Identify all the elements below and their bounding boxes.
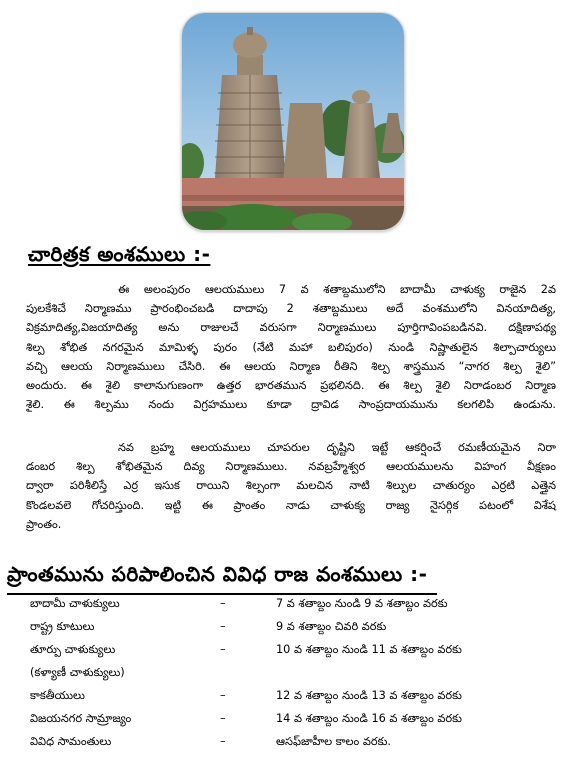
section-heading-dynasties: ప్రాంతమును పరిపాలించిన వివిధ రాజ వంశములు :- (7, 562, 437, 595)
text-line: ప్రాంతం. (26, 517, 62, 531)
dash-separator (220, 666, 276, 689)
table-row (26, 666, 546, 689)
dynasty-period: 10 వ శతాబ్దం నుండి 11 వ శతాబ్దం వరకు (276, 643, 462, 656)
history-paragraph-1 (26, 280, 556, 414)
history-paragraph-2 (26, 438, 556, 534)
dynasty-period: ఆసఫ్‌జాహీల కాలం వరకు. (276, 735, 391, 748)
dynasty-period: 14 వ శతాబ్దం నుండి 16 వ శతాబ్దం వరకు (276, 712, 462, 725)
temple-photo (181, 12, 405, 231)
text-line: పులకేశిచే నిర్మాణము ప్రారంభించబడి దాదాపు 2 శతాబ్దములు అదే వంశములోని వినయాదిత్య, (26, 302, 556, 316)
dash-separator: – (220, 689, 226, 702)
dynasty-period (276, 666, 546, 689)
dynasty-name: తూర్పు చాళుక్యులు (30, 643, 116, 656)
dash-separator: – (220, 735, 226, 748)
dynasty-name: కాకతీయులు (30, 689, 85, 702)
text-line: ఈ అలంపురం ఆలయములు 7 వ శతాబ్దములోని బాదామీ చాళుక్య రాజైన 2వ (118, 283, 556, 296)
dynasty-period: 7 వ శతాబ్దం నుండి 9 వ శతాబ్దం వరకు (276, 597, 448, 610)
text-line: శిల్ప శోభిత నగరమైన మామిళ్ళ పురం (నేటి మహా బలిపురం) నుండి నిష్ణాతులైన శిల్పాచార్యులు (26, 340, 556, 354)
table-row (26, 620, 546, 643)
temple-icon (182, 13, 404, 230)
dynasty-table (26, 597, 546, 758)
text-line: శైలి. ఈ శిల్పము నందు విగ్రహములు కూడా ద్రావిడ సాంప్రదాయమును కలగలిపి ఉండును. (26, 398, 556, 412)
section-heading-history: చారిత్రక అంశములు :- (28, 242, 211, 266)
dynasty-period: 12 వ శతాబ్దం నుండి 13 వ శతాబ్దం వరకు (276, 689, 462, 702)
dash-separator: – (220, 643, 226, 656)
dynasty-name: బాదామీ చాళుక్యులు (30, 597, 120, 610)
table-row (26, 643, 546, 666)
dynasty-period: 9 వ శతాబ్దం చివరి వరకు (276, 620, 387, 633)
dynasty-name: (కళ్యాణీ చాళుక్యులు) (30, 666, 125, 679)
dash-separator: – (220, 712, 226, 725)
text-line: విక్రమాదిత్య,విజయాదిత్య అను రాజులచే వరుసగా నిర్మాణములు పూర్తిగావింపబడినవి. దక్షిణాపథ్య (26, 321, 556, 335)
text-line: డంబర శిల్ప శోభితమైన దివ్య నిర్మాణములు. నవబ్రహ్మేశ్వర ఆలయములను విహంగ వీక్షణం (26, 460, 556, 474)
dynasty-name: విజయనగర సామ్రాజ్యం (30, 712, 132, 725)
table-row (26, 597, 546, 620)
dynasty-name: రాష్ట్ర కూటులు (30, 620, 95, 633)
text-line: వచ్చి ఆలయ నిర్మాణములు చేసిరి. ఈ ఆలయ నిర్మాణ రీతిని శిల్ప శాస్త్రమున “నాగర శిల్ప శైలి” (26, 359, 556, 373)
dash-separator: – (220, 620, 226, 633)
dash-separator: – (220, 597, 226, 610)
text-line: కొండలవలె గోచరిస్తుంది. ఇట్టి ఈ ప్రాంతం నాడు చాళుక్య రాజ్య నైసర్గిక పటంలో విశేష (26, 498, 556, 512)
dynasty-name: వివిధ సామంతులు (30, 735, 112, 748)
table-row (26, 689, 546, 712)
text-line: ద్వారా పరిశీలిస్తే ఎర్ర ఇసుక రాయిని శిల్పంగా మలచిన నాటి శిల్పుల చాతుర్యం ఎర్రటి ఎత్తైన (26, 479, 556, 493)
table-row (26, 712, 546, 735)
text-line: అందురు. ఈ శైలి కాలానుగుణంగా ఉత్తర భారతమున ప్రభలినది. ఈ శిల్ప శైలి నిరాడంబర నిర్మాణ (26, 379, 556, 393)
text-line: నవ బ్రహ్మ ఆలయములు చూపరుల దృష్టిని ఇట్టే ఆకర్షించే రమణీయమైన నిరా (118, 441, 556, 454)
